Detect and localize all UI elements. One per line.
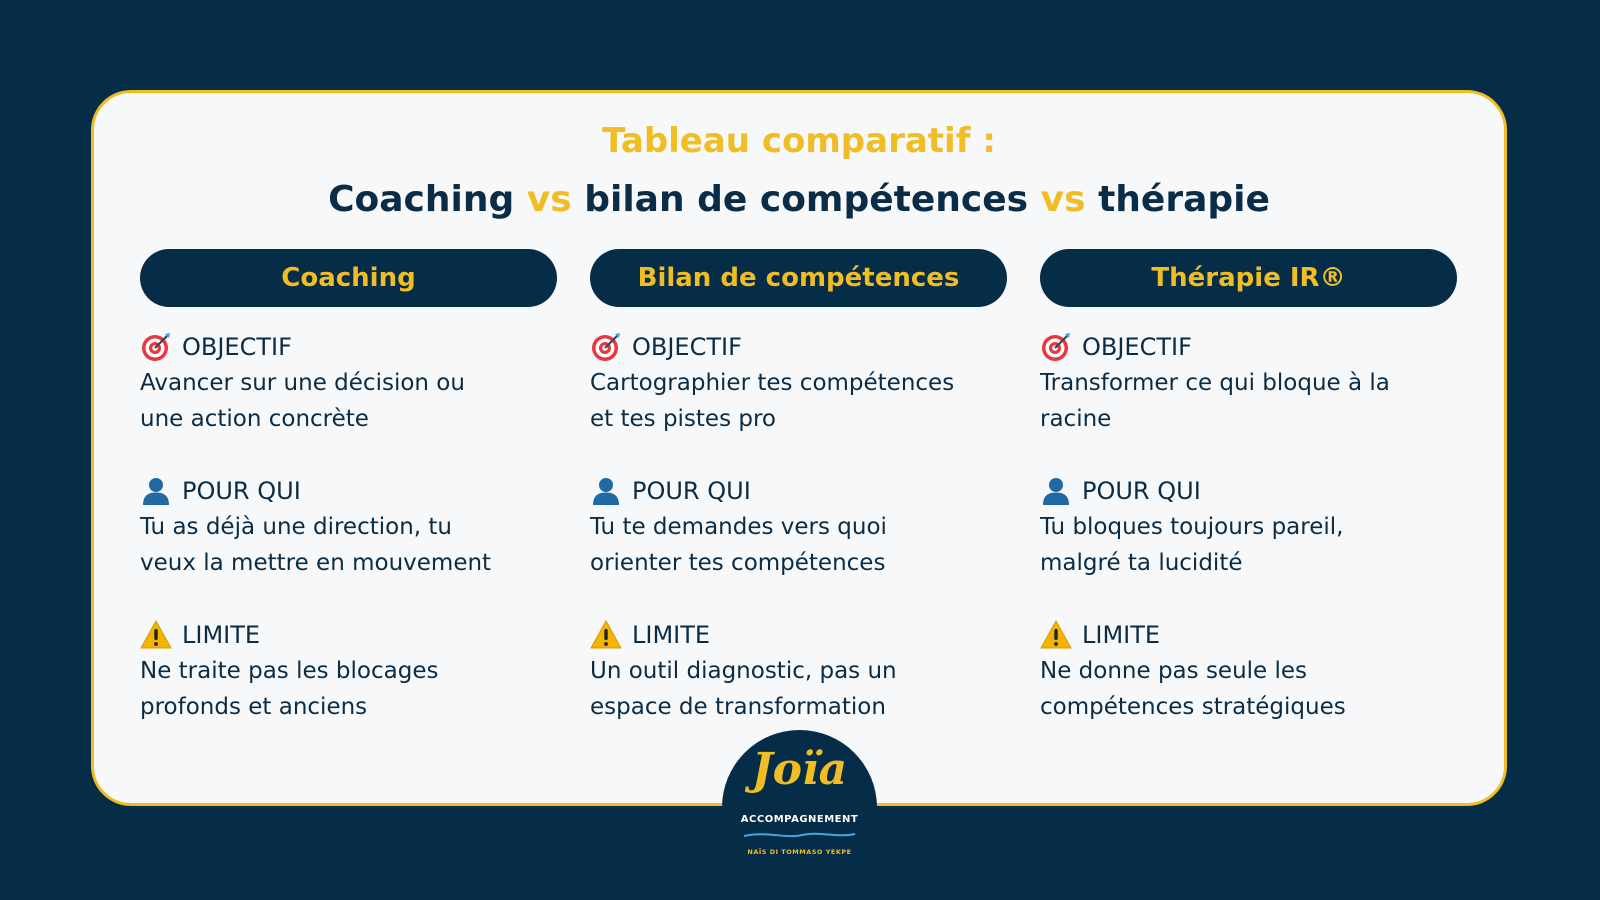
section-objectif — [1040, 329, 1457, 437]
section-text: Un outil diagnostic, pas un espace de transformation — [590, 658, 897, 720]
section-pour-qui — [1040, 473, 1457, 581]
page-subtitle — [94, 179, 1504, 220]
section-text: Ne traite pas les blocages profonds et anciens — [140, 658, 439, 720]
column-bilan — [590, 249, 1007, 720]
section-label: OBJECTIF — [1082, 333, 1192, 361]
section-text: Tu te demandes vers quoi orienter tes compétences — [590, 514, 887, 576]
column-therapie — [1040, 249, 1457, 720]
section-label: LIMITE — [182, 621, 261, 649]
target-icon — [140, 331, 172, 363]
section-objectif — [140, 329, 557, 437]
person-icon — [590, 475, 622, 507]
target-icon — [1040, 331, 1072, 363]
section-pour-qui — [590, 473, 1007, 581]
section-text: Cartographier tes compétences et tes pistes pro — [590, 370, 955, 432]
logo-script: Joïa — [751, 744, 848, 795]
section-text: Transformer ce qui bloque à la racine — [1040, 370, 1390, 432]
section-label: LIMITE — [632, 621, 711, 649]
section-pour-qui — [140, 473, 557, 581]
person-icon — [140, 475, 172, 507]
person-icon — [1040, 475, 1072, 507]
warning-icon — [140, 619, 172, 651]
logo-name: NAÏS DI TOMMASO YEKPE — [747, 848, 852, 856]
subtitle-bilan: bilan de compétences — [584, 179, 1029, 220]
target-icon — [590, 331, 622, 363]
column-header-therapie: Thérapie IR® — [1040, 249, 1457, 307]
section-objectif — [590, 329, 1007, 437]
column-coaching — [140, 249, 557, 720]
comparison-card — [91, 90, 1507, 806]
section-label: OBJECTIF — [632, 333, 742, 361]
section-label: POUR QUI — [632, 477, 751, 505]
section-limite — [590, 617, 1007, 725]
section-limite — [1040, 617, 1457, 725]
warning-icon — [590, 619, 622, 651]
subtitle-therapie: thérapie — [1098, 179, 1270, 220]
column-header-coaching: Coaching — [140, 249, 557, 307]
column-header-bilan: Bilan de compétences — [590, 249, 1007, 307]
section-label: OBJECTIF — [182, 333, 292, 361]
subtitle-vs-1: vs — [526, 179, 572, 220]
section-text: Ne donne pas seule les compétences stratégiques — [1040, 658, 1346, 720]
logo-wave-icon — [742, 830, 857, 840]
section-text: Tu bloques toujours pareil, malgré ta lucidité — [1040, 514, 1344, 576]
section-label: POUR QUI — [182, 477, 301, 505]
subtitle-coaching: Coaching — [328, 179, 515, 220]
subtitle-vs-2: vs — [1040, 179, 1086, 220]
section-limite — [140, 617, 557, 725]
section-label: LIMITE — [1082, 621, 1161, 649]
section-text: Avancer sur une décision ou une action concrète — [140, 370, 465, 432]
page-title: Tableau comparatif : — [602, 121, 996, 161]
warning-icon — [1040, 619, 1072, 651]
section-text: Tu as déjà une direction, tu veux la mettre en mouvement — [140, 514, 492, 576]
section-label: POUR QUI — [1082, 477, 1201, 505]
joia-logo — [722, 730, 877, 885]
logo-subtitle: ACCOMPAGNEMENT — [740, 814, 859, 825]
